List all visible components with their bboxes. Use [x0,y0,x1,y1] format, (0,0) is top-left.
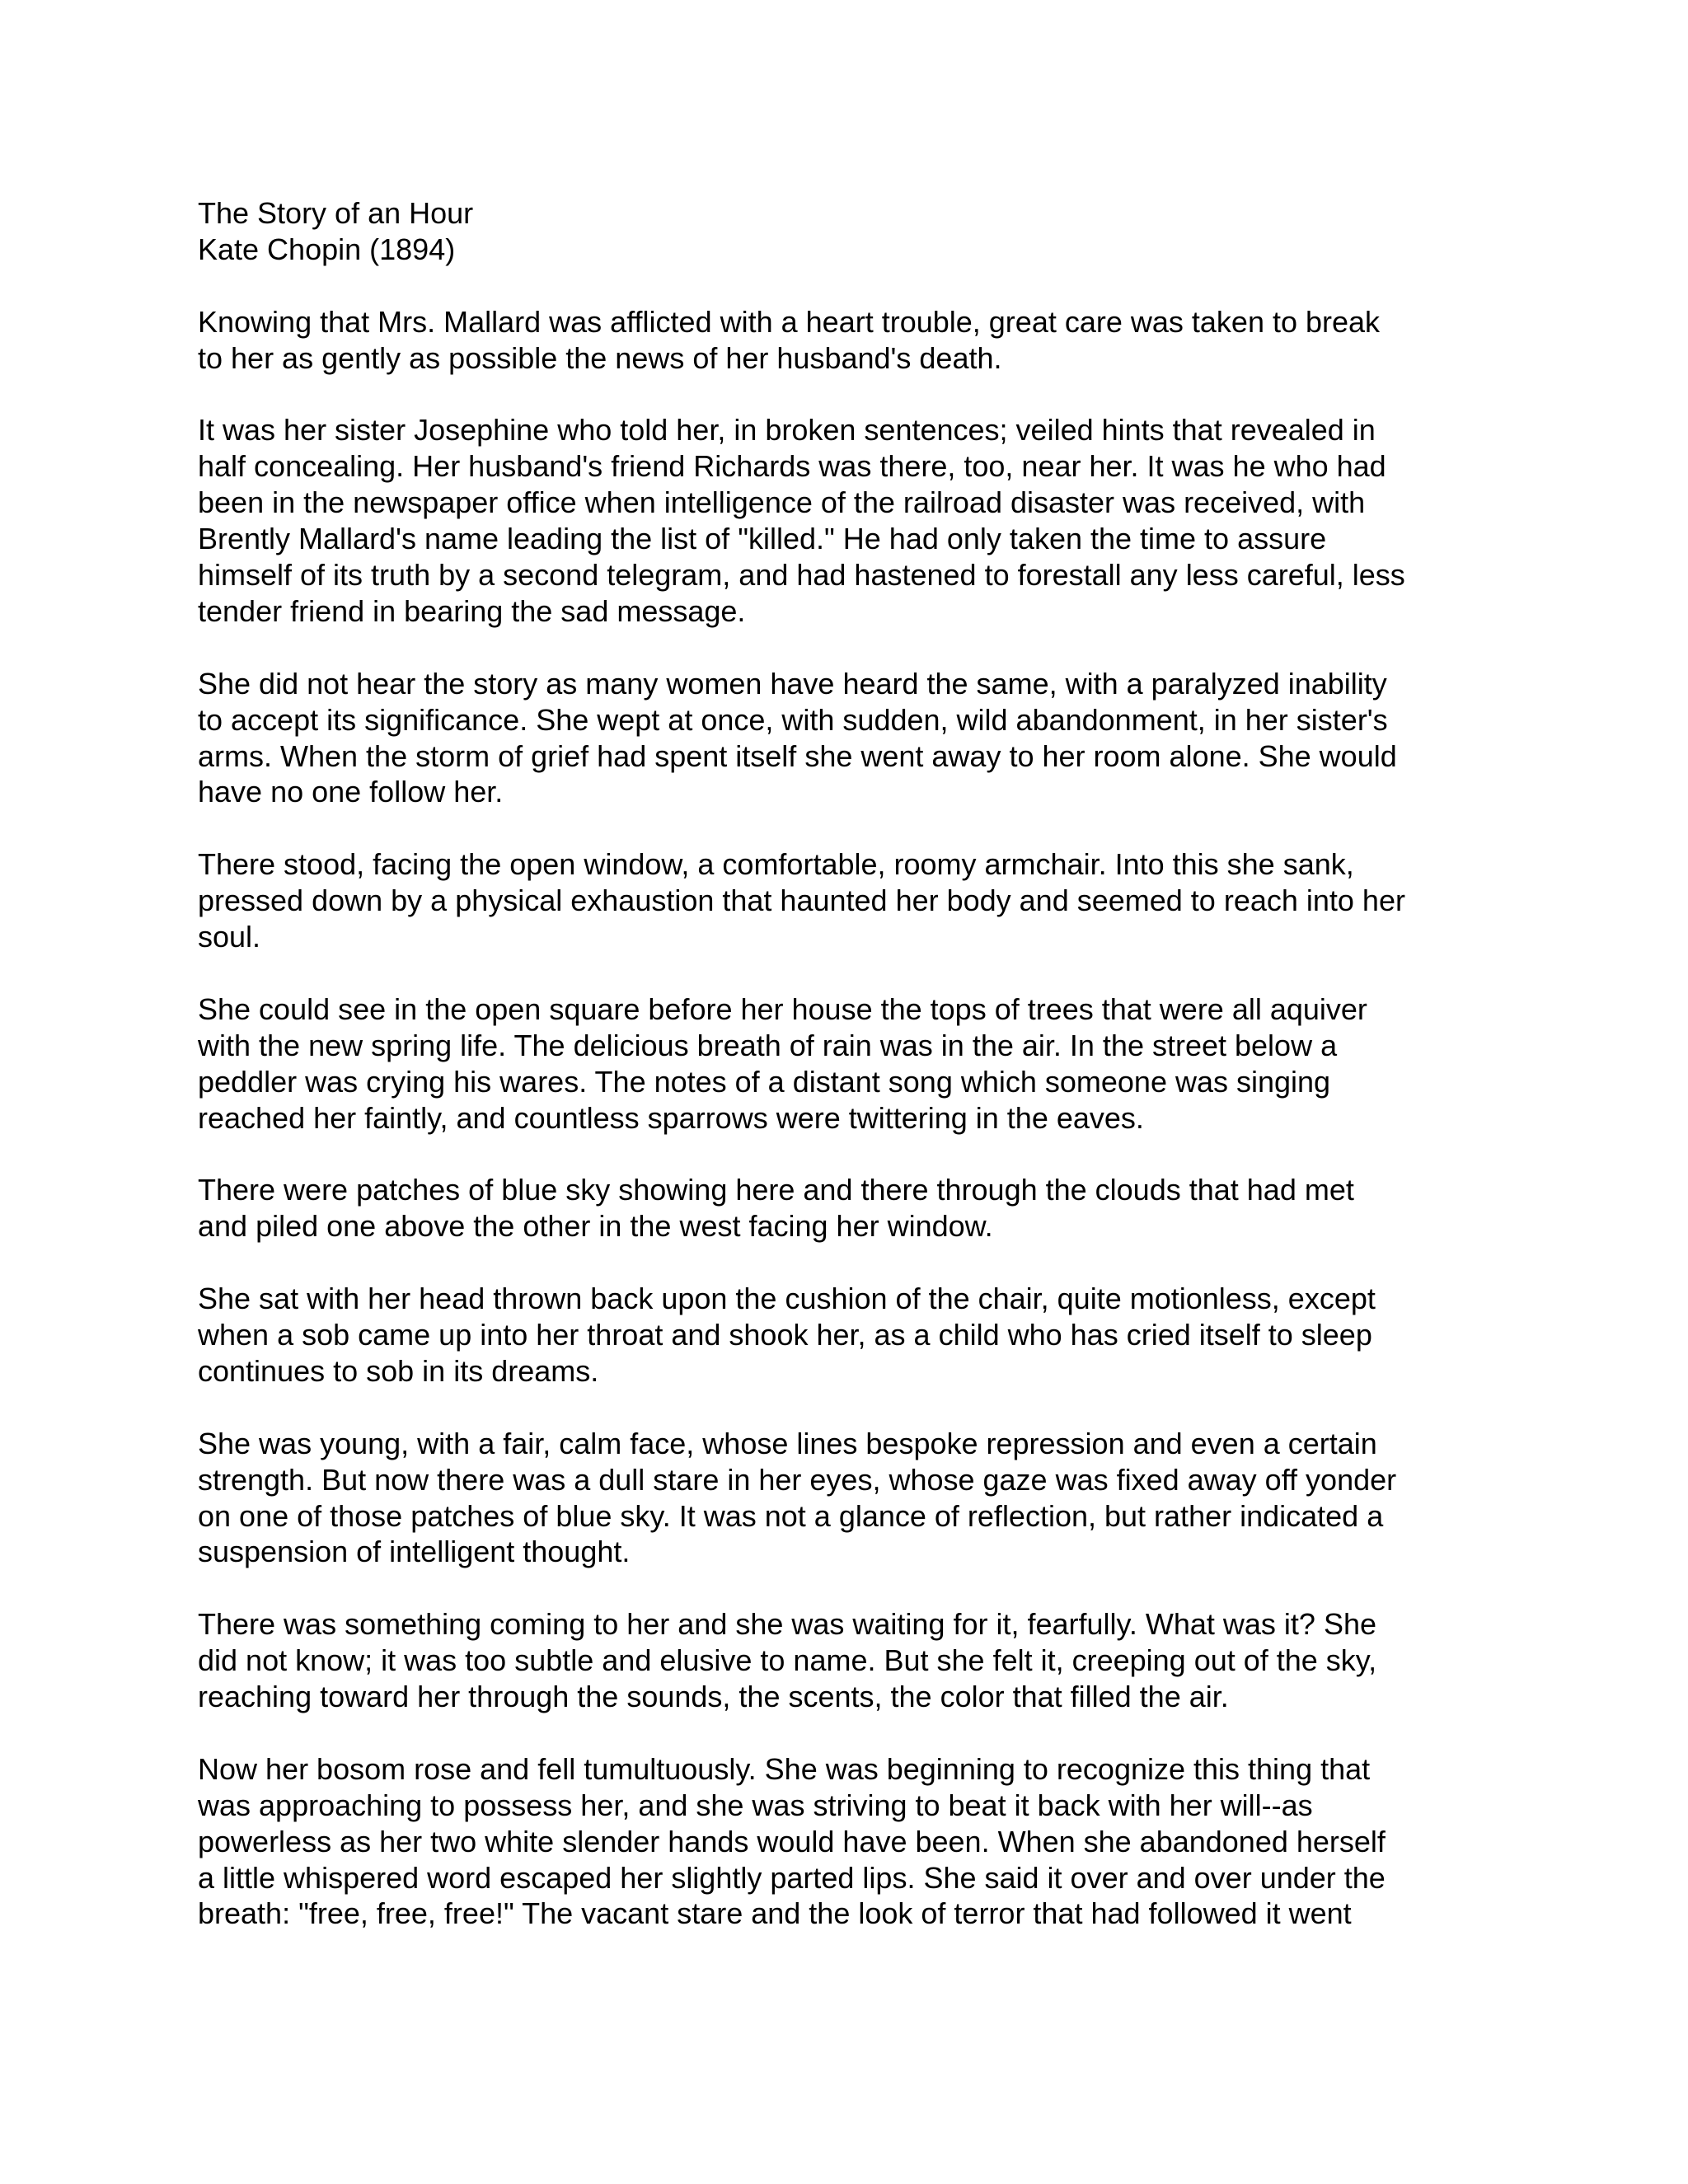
text-line: arms. When the storm of grief had spent itself she went away to her room alone. She would [198,738,1397,773]
text-line: Knowing that Mrs. Mallard was afflicted with a heart trouble, great care was taken to break [198,304,1381,339]
paragraph [198,1606,1500,1715]
text-line: There was something coming to her and she was waiting for it, fearfully. What was it? She [198,1607,1376,1642]
text-line: himself of its truth by a second telegram, and had hastened to forestall any less careful, less [198,558,1405,593]
text-line: Now her bosom rose and fell tumultuously. She was beginning to recognize this thing that [198,1751,1371,1786]
text-line: She did not hear the story as many women have heard the same, with a paralyzed inability [198,666,1387,701]
text-line: Brently Mallard's name leading the list of "killed." He had only taken the time to assure [198,522,1327,556]
text-line: breath: "free, free, free!" The vacant stare and the look of terror that had followed it went [198,1896,1352,1931]
text-line: strength. But now there was a dull stare in her eyes, whose gaze was fixed away off yonder [198,1462,1397,1497]
text-line: been in the newspaper office when intelligence of the railroad disaster was received, with [198,485,1366,520]
story-title: The Story of an Hour [198,196,474,230]
paragraph [198,1426,1500,1571]
text-line: did not know; it was too subtle and elusive to name. But she felt it, creeping out of the sky, [198,1643,1377,1678]
text-line: peddler was crying his wares. The notes of a distant song which someone was singing [198,1064,1331,1099]
paragraph [198,991,1500,1137]
text-line: with the new spring life. The delicious breath of rain was in the air. In the street below a [198,1028,1338,1062]
paragraph [198,1281,1500,1390]
text-line: pressed down by a physical exhaustion that haunted her body and seemed to reach into her [198,883,1405,918]
text-line: was approaching to possess her, and she was striving to beat it back with her will--as [198,1788,1313,1822]
text-line: She could see in the open square before her house the tops of trees that were all aquiver [198,991,1367,1026]
text-line: She was young, with a fair, calm face, whose lines bespoke repression and even a certain [198,1426,1377,1460]
text-line: to her as gently as possible the news of her husband's death. [198,340,1002,375]
text-line: and piled one above the other in the west facing her window. [198,1209,993,1244]
story-body [198,304,1500,1933]
text-line: half concealing. Her husband's friend Richards was there, too, near her. It was he who had [198,449,1386,484]
text-line: reaching toward her through the sounds, the scents, the color that filled the air. [198,1680,1229,1714]
text-line: to accept its significance. She wept at once, with sudden, wild abandonment, in her sister's [198,702,1388,737]
text-line: suspension of intelligent thought. [198,1535,631,1569]
text-line: It was her sister Josephine who told her, in broken sentences; veiled hints that revealed in [198,413,1376,448]
paragraph [198,1172,1500,1244]
text-line: when a sob came up into her throat and shook her, as a child who has cried itself to sleep [198,1317,1372,1352]
paragraph [198,846,1500,955]
text-line: a little whispered word escaped her slightly parted lips. She said it over and over under the [198,1860,1386,1895]
text-line: continues to sob in its dreams. [198,1353,599,1388]
text-line: There were patches of blue sky showing here and there through the clouds that had met [198,1173,1354,1207]
text-line: soul. [198,920,261,954]
text-line: have no one follow her. [198,775,504,809]
text-line: reached her faintly, and countless sparrows were twittering in the eaves. [198,1100,1144,1135]
paragraph [198,304,1500,377]
text-line: tender friend in bearing the sad message. [198,593,746,628]
paragraph [198,412,1500,629]
text-line: She sat with her head thrown back upon the cushion of the chair, quite motionless, except [198,1282,1376,1316]
paragraph [198,666,1500,811]
text-line: There stood, facing the open window, a comfortable, roomy armchair. Into this she sank, [198,847,1354,882]
text-line: on one of those patches of blue sky. It was not a glance of reflection, but rather indicated a [198,1498,1384,1533]
story-text [198,195,1500,1932]
paragraph [198,1751,1500,1933]
text-line: powerless as her two white slender hands would have been. When she abandoned herself [198,1824,1386,1858]
author-line: Kate Chopin (1894) [198,232,456,266]
